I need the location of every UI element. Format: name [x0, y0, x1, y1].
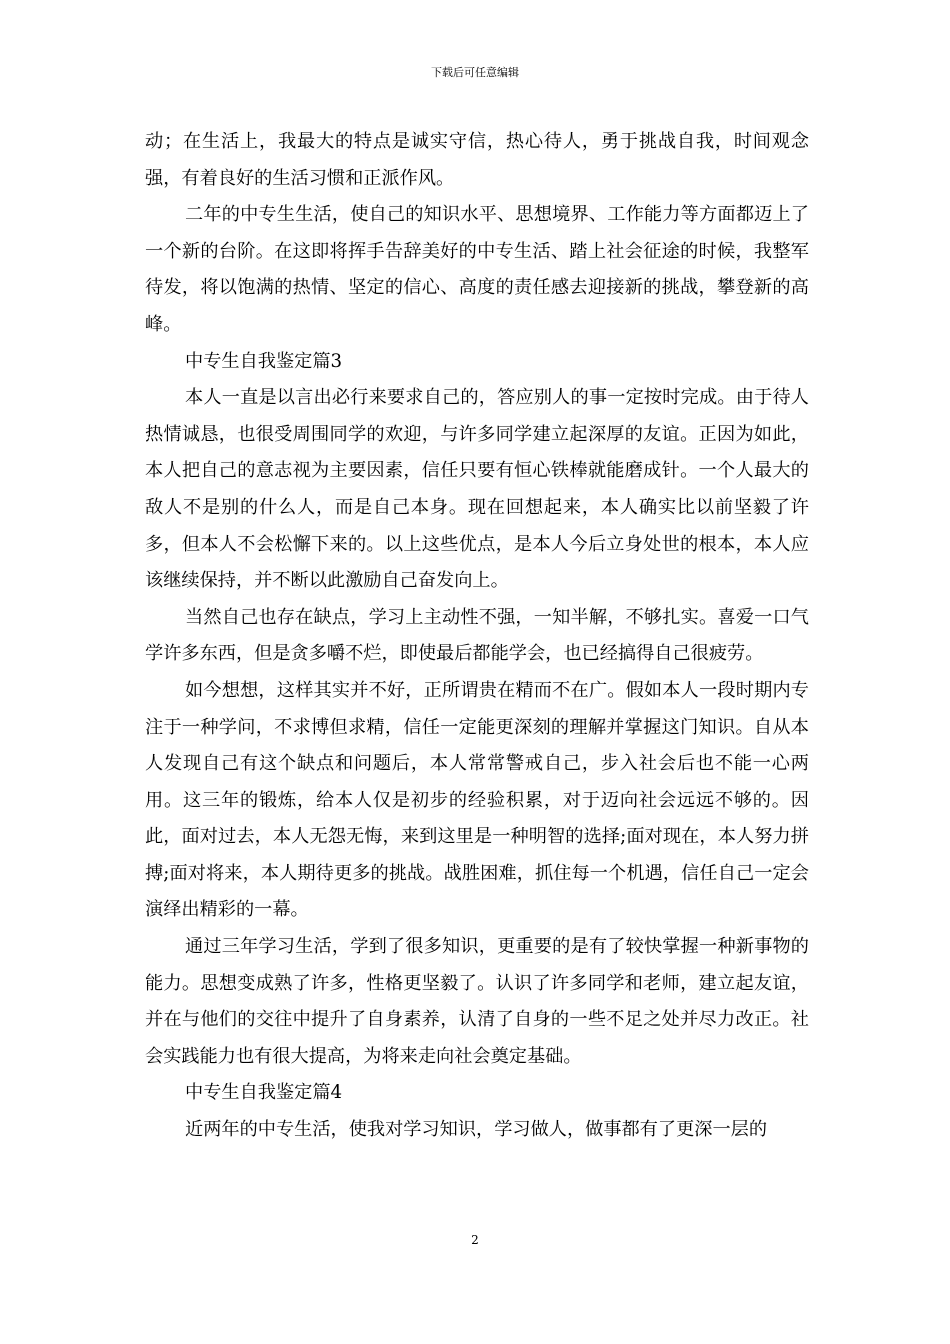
paragraph-7: 通过三年学习生活，学到了很多知识，更重要的是有了较快掌握一种新事物的能力。思想变成熟了许多，性格更坚毅了。认识了许多同学和老师，建立起友谊，并在与他们的交往中提升了自身素养，认清了自身的一些不足之处并尽力改正。社会实践能力也有很大提高，为将来走向社会奠定基础。: [145, 936, 809, 1067]
paragraph-2: 二年的中专生生活，使自己的知识水平、思想境界、工作能力等方面都迈上了一个新的台阶。在这即将挥手告辞美好的中专生活、踏上社会征途的时候，我整军待发，将以饱满的热情、坚定的信心、高度的责任感去迎接新的挑战，攀登新的高峰。: [145, 204, 809, 335]
paragraph-9: 近两年的中专生活，使我对学习知识，学习做人，做事都有了更深一层的: [185, 1119, 768, 1141]
paragraph-5: 当然自己也存在缺点，学习上主动性不强，一知半解，不够扎实。喜爱一口气学许多东西，但是贪多嚼不烂，即使最后都能学会，也已经搞得自己很疲劳。: [145, 606, 809, 665]
page-number: 2: [471, 1233, 479, 1247]
paragraph-4: 本人一直是以言出必行来要求自己的，答应别人的事一定按时完成。由于待人热情诚恳，也很受周围同学的欢迎，与许多同学建立起深厚的友谊。正因为如此，本人把自己的意志视为主要因素，信任只要有恒心铁棒就能磨成针。一个人最大的敌人不是别的什么人，而是自己本身。现在回想起来，本人确实比以前坚毅了许多，但本人不会松懈下来的。以上这些优点，是本人今后立身处世的根本，本人应该继续保持，并不断以此激励自己奋发向上。: [145, 387, 809, 592]
page-footer: [0, 1232, 950, 1248]
header-text: 下载后可任意编辑: [431, 66, 519, 79]
section-heading-4: 中专生自我鉴定篇4: [185, 1082, 343, 1104]
document-body: [145, 124, 809, 1149]
paragraph-1: 动；在生活上，我最大的特点是诚实守信，热心待人，勇于挑战自我，时间观念强，有着良好的生活习惯和正派作风。: [145, 131, 809, 189]
page-header: [0, 66, 950, 80]
paragraph-6: 如今想想，这样其实并不好，正所谓贵在精而不在广。假如本人一段时期内专注于一种学问，不求博但求精，信任一定能更深刻的理解并掌握这门知识。自从本人发现自己有这个缺点和问题后，本人常常警戒自己，步入社会后也不能一心两用。这三年的锻炼，给本人仅是初步的经验积累，对于迈向社会远远不够的。因此，面对过去，本人无怨无悔，来到这里是一种明智的选择;面对现在，本人努力拼搏;面对将来，本人期待更多的挑战。战胜困难，抓住每一个机遇，信任自己一定会演绎出精彩的一幕。: [145, 679, 809, 921]
section-heading-3: 中专生自我鉴定篇3: [185, 350, 343, 372]
